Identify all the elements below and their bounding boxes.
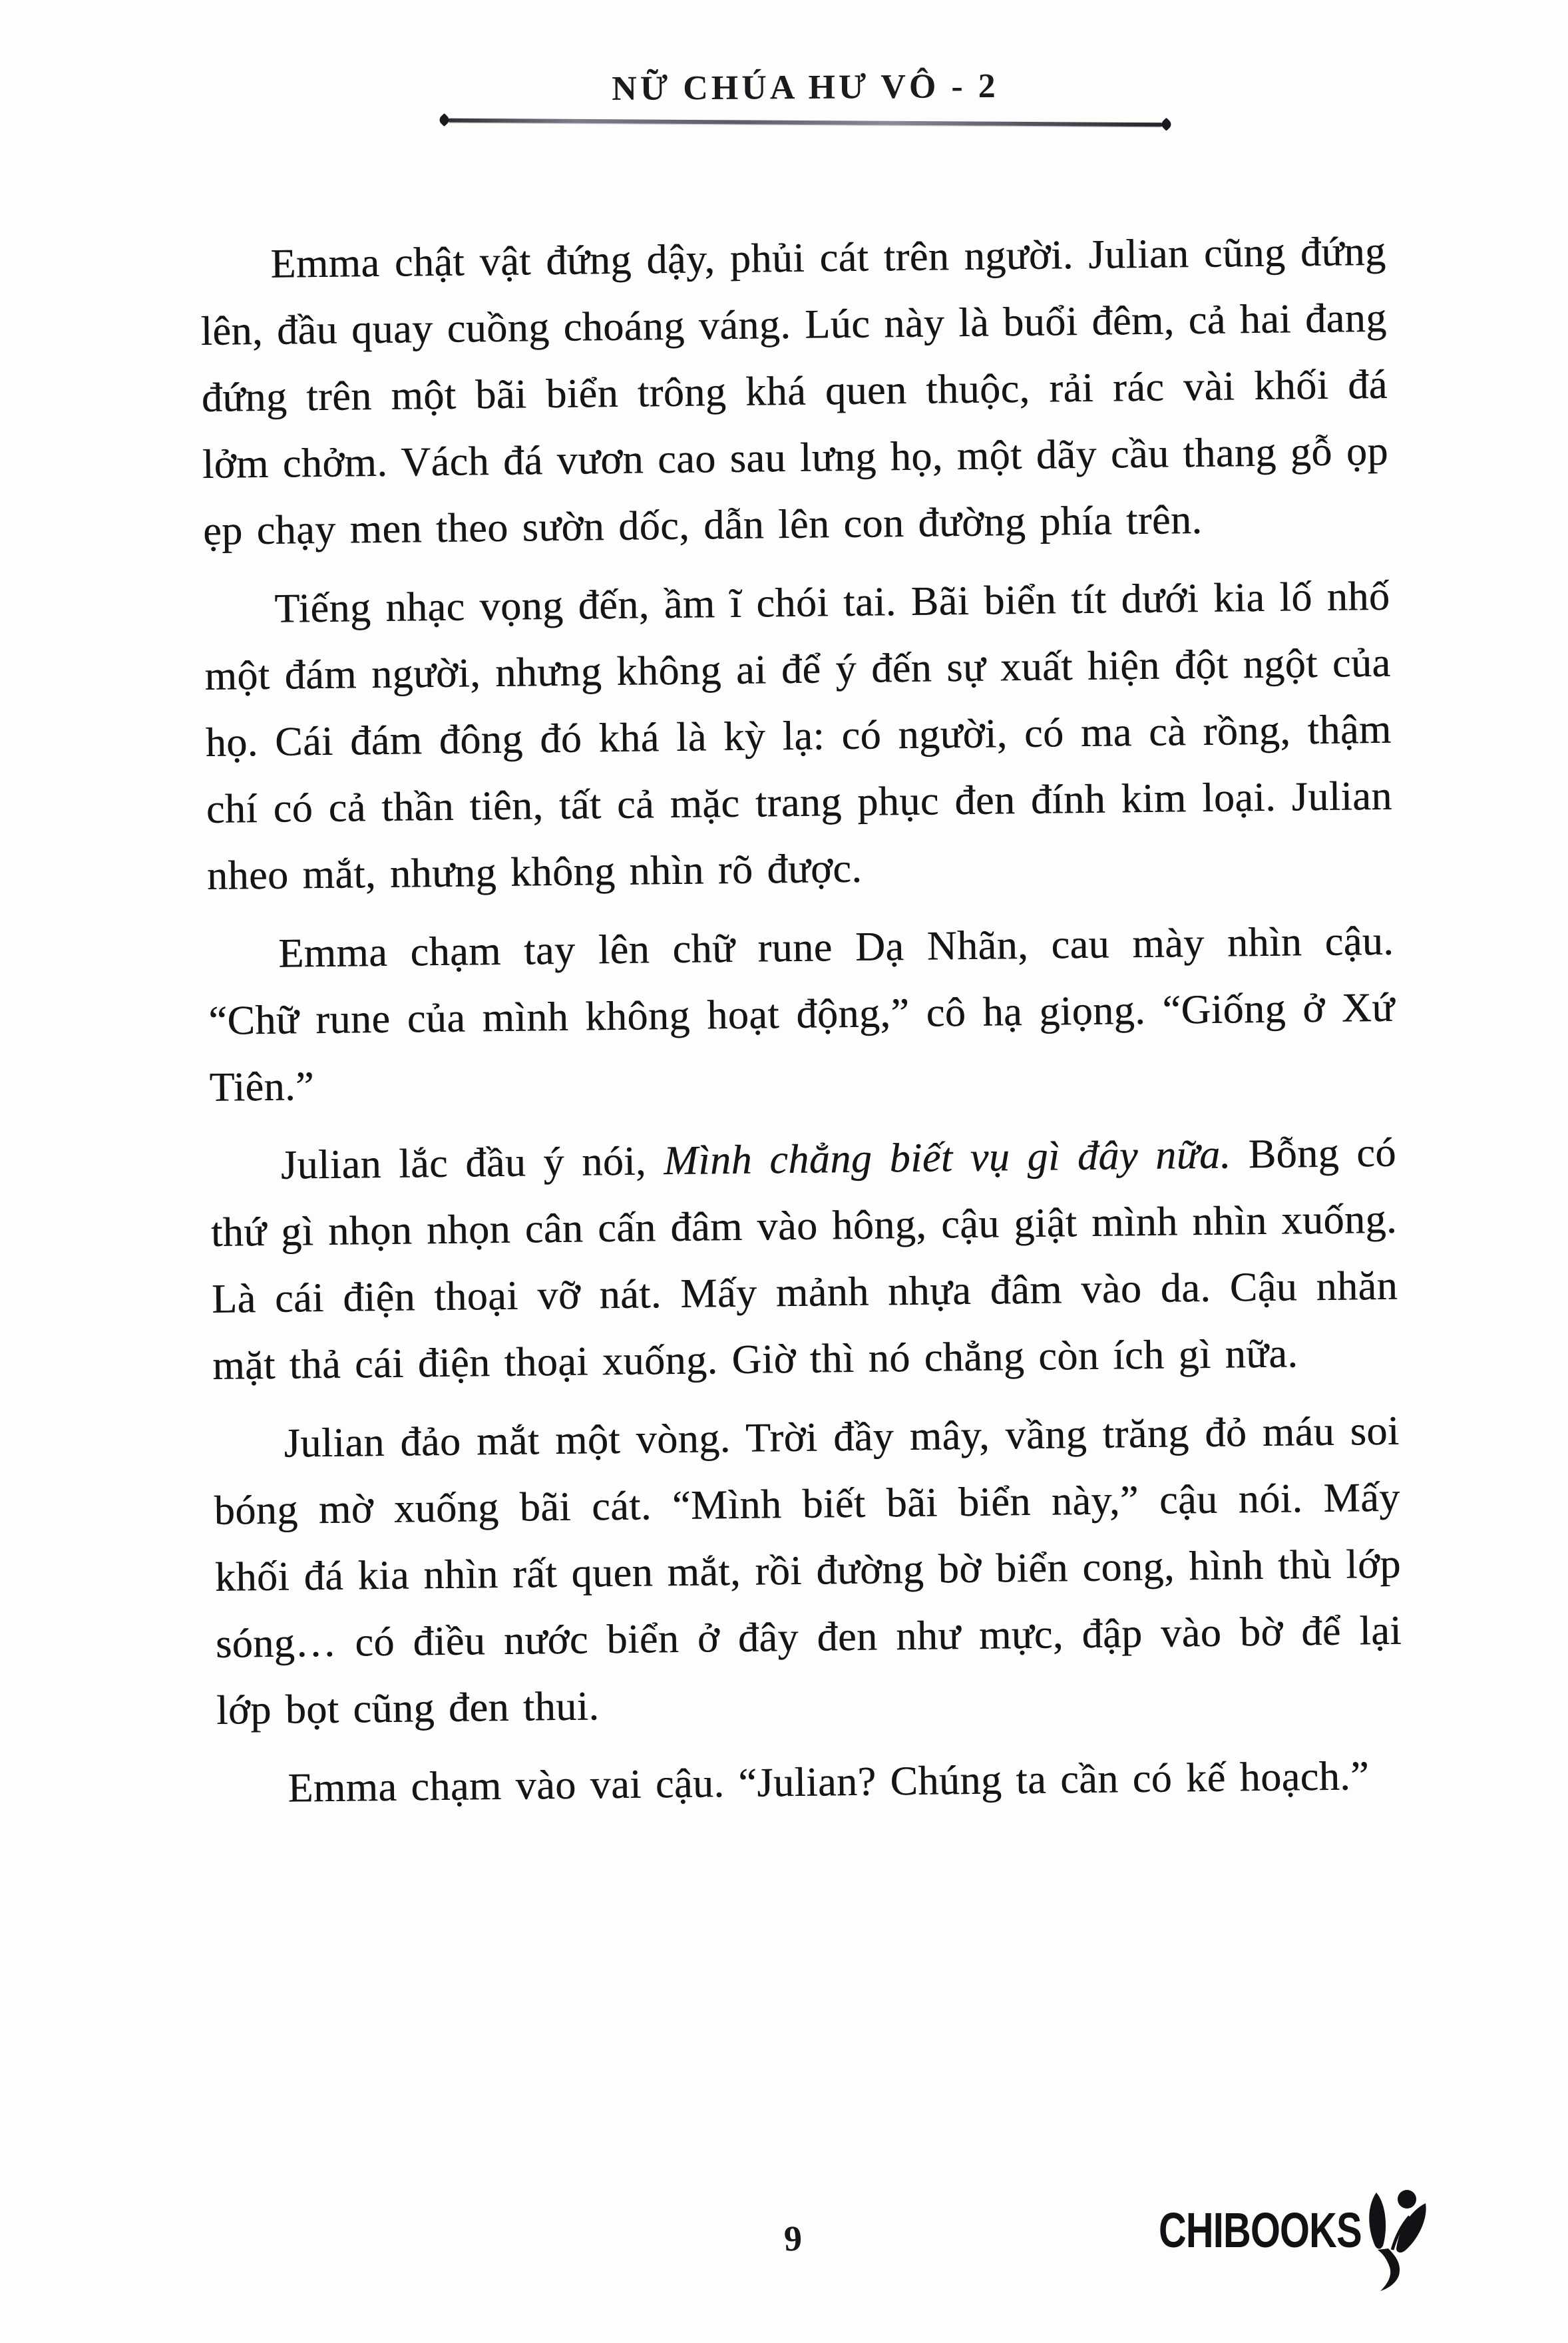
text-segment: Julian lắc đầu ý nói, <box>280 1138 664 1188</box>
page-number: 9 <box>783 2218 803 2259</box>
text-segment: Emma chạm vào vai cậu. “Julian? Chúng ta cần có kế hoạch.” <box>288 1753 1370 1811</box>
text-segment: Emma chạm tay lên chữ rune Dạ Nhãn, cau mày nhìn cậu. “Chữ rune của mình không hoạt động,” cô hạ giọng. “Giống ở Xứ Tiên.” <box>208 918 1395 1110</box>
leaf-sprout-icon <box>1356 2187 1435 2294</box>
text-segment: Tiếng nhạc vọng đến, ầm ĩ chói tai. Bãi biển tít dưới kia lố nhố một đám người, nhưng không ai để ý đến sự xuất hiện đột ngột của họ. Cái đám đông đó khá là kỳ lạ: có người, có ma cà rồng, thậm chí có cả thần tiên, tất cả mặc trang phục đen đính kim loại. Julian nheo mắt, nhưng không nhìn rõ được. <box>204 573 1393 899</box>
paragraph <box>217 1743 1404 1822</box>
paragraph <box>204 563 1394 909</box>
page-header-title: NỮ CHÚA HƯ VÔ - 2 <box>612 67 999 108</box>
running-header <box>439 67 1171 127</box>
publisher-logo <box>1101 2197 1435 2294</box>
diamond-dot-icon-right <box>1159 118 1173 131</box>
paragraph <box>213 1398 1403 1744</box>
paragraph <box>210 1120 1398 1399</box>
italic-text-segment: Mình chẳng biết vụ gì đây nữa. <box>663 1132 1231 1184</box>
publisher-logo-text: CHIBOOKS <box>1159 2203 1362 2258</box>
paragraph <box>200 218 1390 564</box>
text-segment: Emma chật vật đứng dậy, phủi cát trên người. Julian cũng đứng lên, đầu quay cuồng choáng váng. Lúc này là buổi đêm, cả hai đang đứng trên một bãi biển trông khá quen thuộc, rải rác vài khối đá lởm chởm. Vách đá vươn cao sau lưng họ, một dãy cầu thang gỗ ọp ẹp chạy men theo sườn dốc, dẫn lên con đường phía trên. <box>200 228 1389 554</box>
rule-line <box>448 118 1163 126</box>
header-ornament-rule <box>439 115 1171 130</box>
text-segment: Julian đảo mắt một vòng. Trời đầy mây, vầng trăng đỏ máu soi bóng mờ xuống bãi cát. “Mình biết bãi biển này,” cậu nói. Mấy khối đá kia nhìn rất quen mắt, rồi đường bờ biển cong, hình thù lớp sóng… có điều nước biển ở đây đen như mực, đập vào bờ để lại lớp bọt cũng đen thui. <box>214 1408 1402 1733</box>
paragraph <box>208 908 1396 1121</box>
text-segment: Bỗng có thứ gì nhọn nhọn cân cấn đâm vào hông, cậu giật mình nhìn xuống. Là cái điện thoại vỡ nát. Mấy mảnh nhựa đâm vào da. Cậu nhăn mặt thả cái điện thoại xuống. Giờ thì nó chẳng còn ích gì nữa. <box>210 1130 1398 1388</box>
page-body <box>200 218 1404 1834</box>
diamond-dot-icon-left <box>437 113 451 126</box>
